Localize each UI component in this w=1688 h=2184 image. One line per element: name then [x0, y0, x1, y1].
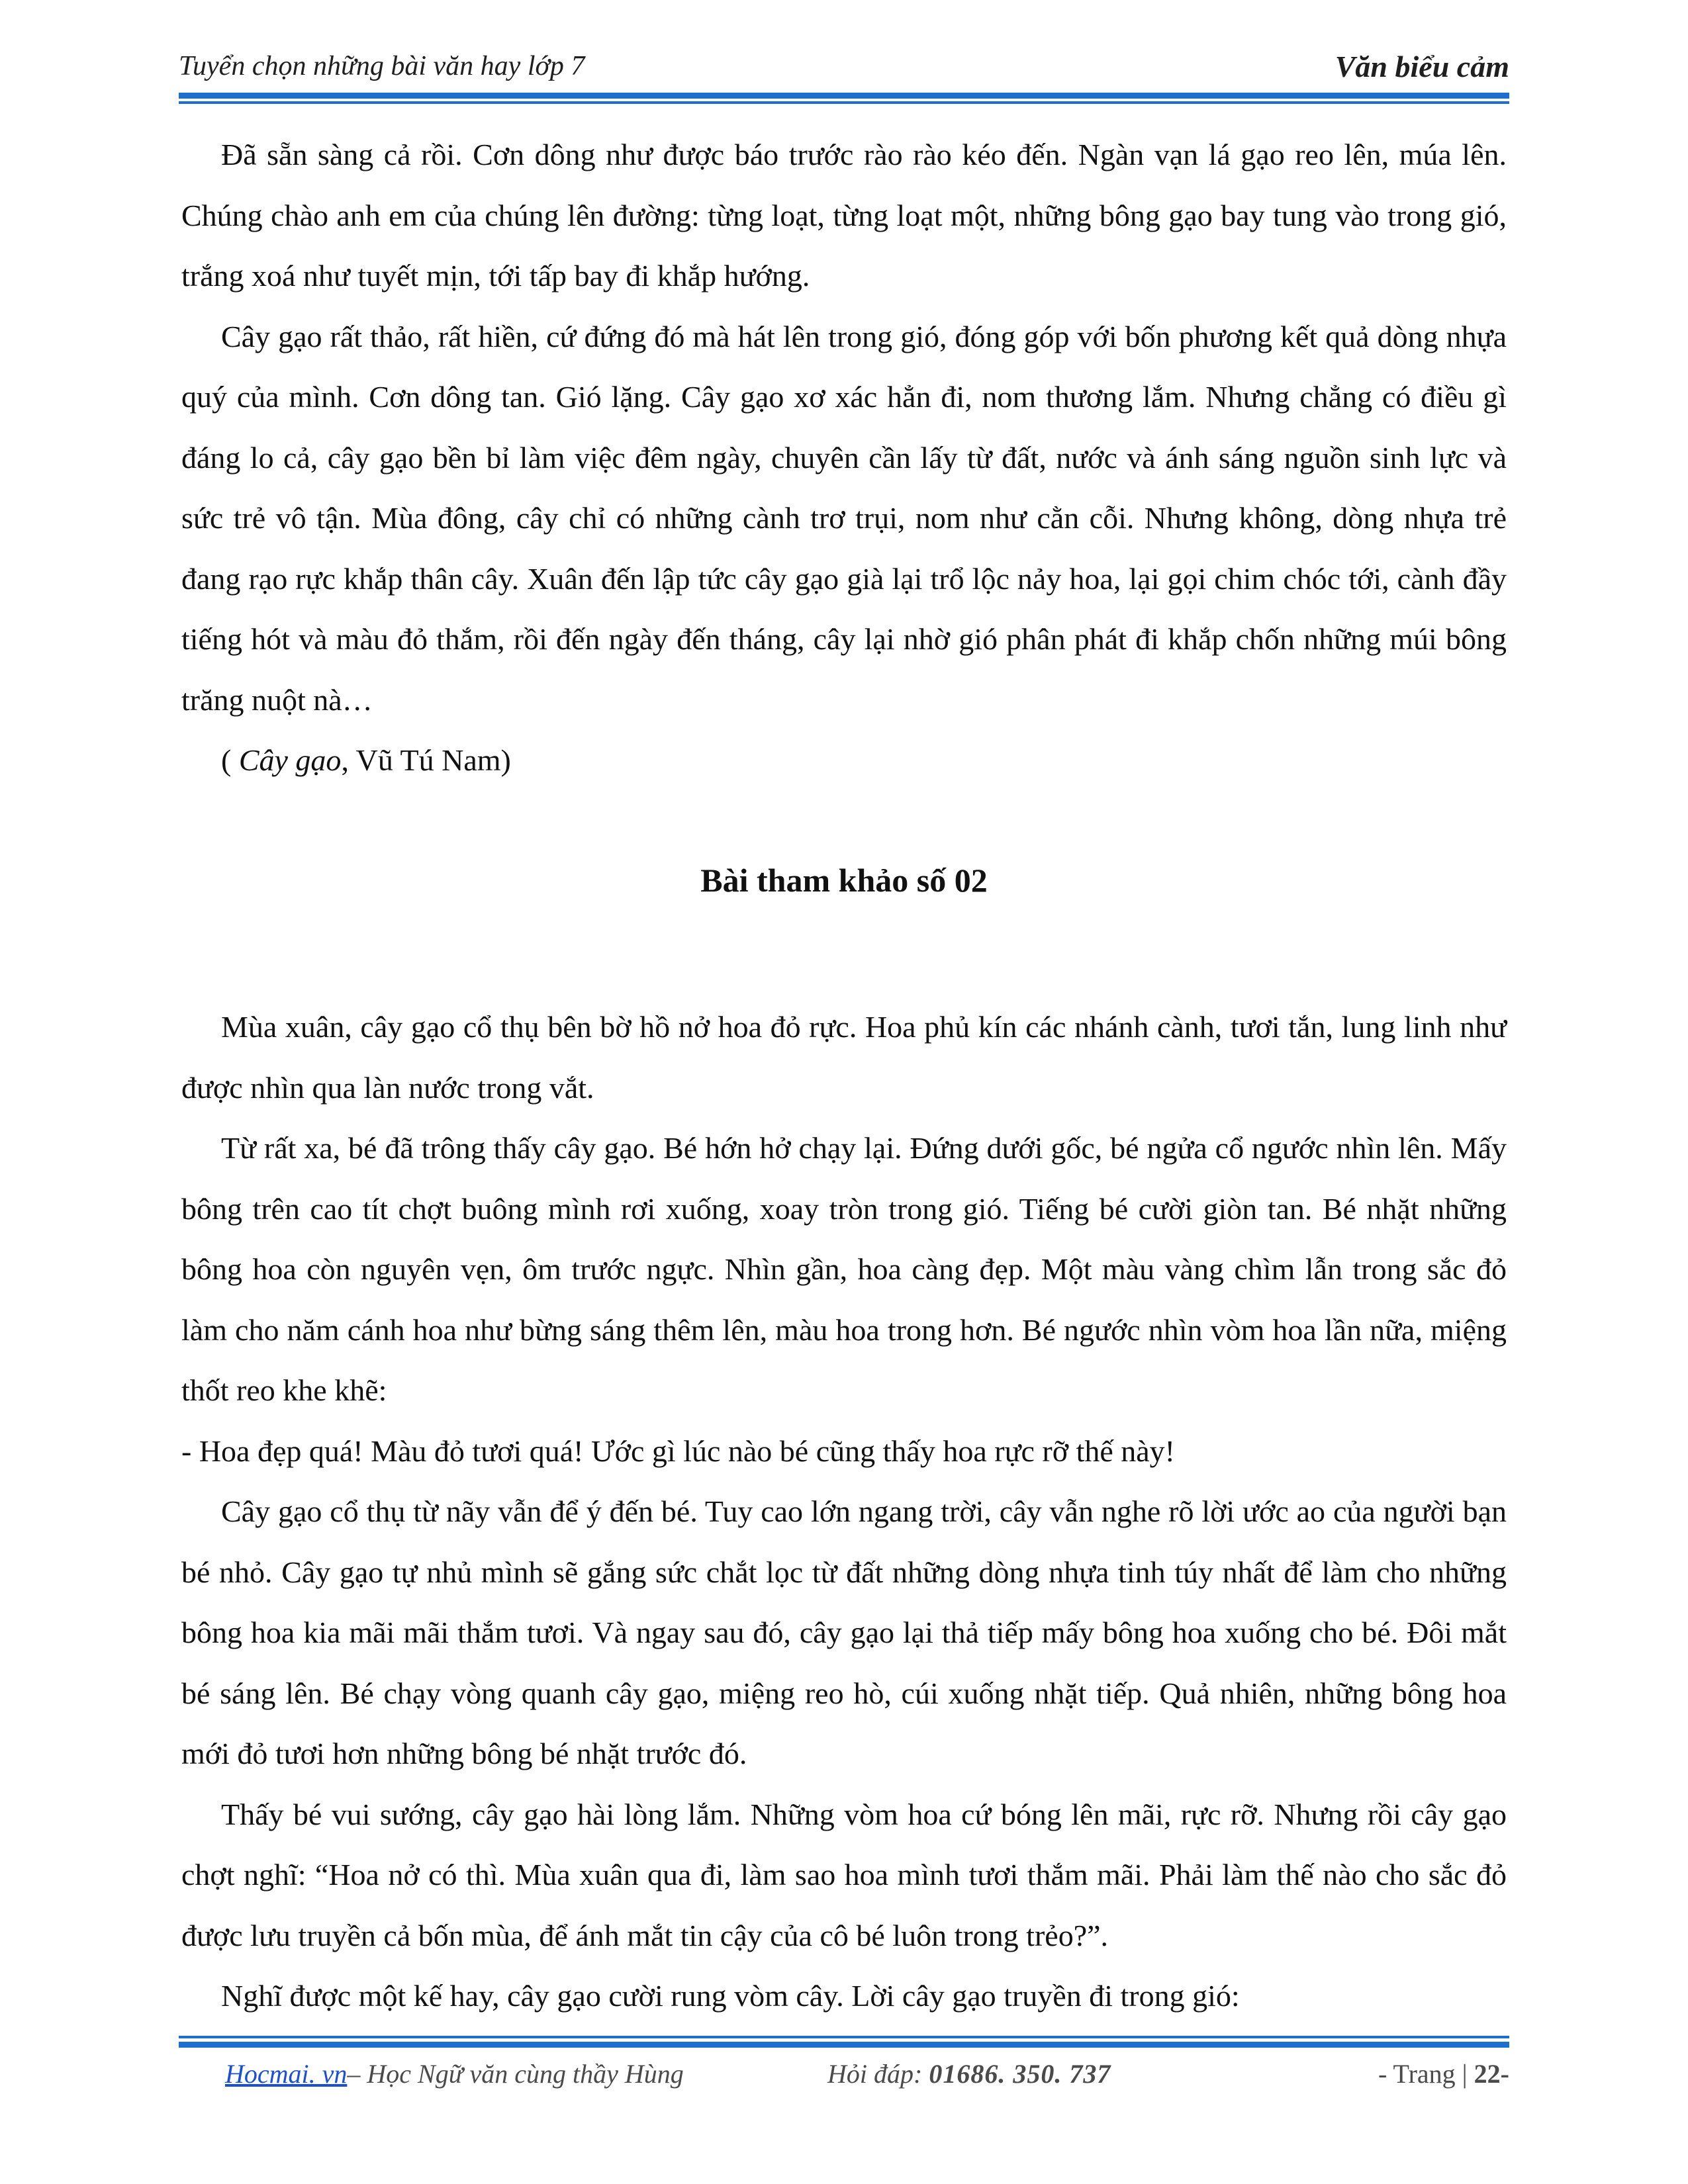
paragraph: Thấy bé vui sướng, cây gạo hài lòng lắm. Những vòm hoa cứ bóng lên mãi, rực rỡ. Nhưng rồi cây gạo chợt nghĩ: “Hoa nở có thì. Mùa xuân qua đi, làm sao hoa mình tươi thắm mãi. Phải làm thế nào cho sắc đỏ được lưu truyền cả bốn mùa, để ánh mắt tin cậy của cô bé luôn trong trẻo?”. [181, 1797, 1507, 1952]
header-rule-thin [179, 101, 1509, 104]
dialogue-line: - Hoa đẹp quá! Màu đỏ tươi quá! Ước gì lúc nào bé cũng thấy hoa rực rỡ thế này! [181, 1433, 1175, 1468]
header-rule-thick [179, 93, 1509, 99]
paragraph: Cây gạo rất thảo, rất hiền, cứ đứng đó mà hát lên trong gió, đóng góp với bốn phương kết quả dòng nhựa quý của mình. Cơn dông tan. Gió lặng. Cây gạo xơ xác hẳn đi, nom thương lắm. Nhưng chẳng có điều gì đáng lo cả, cây gạo bền bỉ làm việc đêm ngày, chuyên cần lấy từ đất, nước và ánh sáng nguồn sinh lực và sức trẻ vô tận. Mùa đông, cây chỉ có những cành trơ trụi, nom như cằn cỗi. Nhưng không, dòng nhựa trẻ đang rạo rực khắp thân cây. Xuân đến lập tức cây gạo già lại trổ lộc nảy hoa, lại gọi chim chóc tới, cành đầy tiếng hót và màu đỏ thắm, rồi đến ngày đến tháng, cây lại nhờ gió phân phát đi khắp chốn những múi bông trăng nuột nà… [181, 319, 1507, 717]
paragraph: Cây gạo cổ thụ từ nãy vẫn để ý đến bé. Tuy cao lớn ngang trời, cây vẫn nghe rõ lời ước ao của người bạn bé nhỏ. Cây gạo tự nhủ mình sẽ gắng sức chắt lọc từ đất những dòng nhựa tinh túy nhất để làm cho những bông hoa kia mãi mãi thắm tươi. Và ngay sau đó, cây gạo lại thả tiếp mấy bông hoa xuống cho bé. Đôi mắt bé sáng lên. Bé chạy vòng quanh cây gạo, miệng reo hò, cúi xuống nhặt tiếp. Quả nhiên, những bông hoa mới đỏ tươi hơn những bông bé nhặt trước đó. [181, 1494, 1507, 1770]
page-header [179, 50, 1509, 90]
header-book-title: Tuyển chọn những bài văn hay lớp 7 [179, 51, 585, 81]
page-number: - Trang | 22- [1378, 2059, 1509, 2089]
paragraph: Từ rất xa, bé đã trông thấy cây gạo. Bé hớn hở chạy lại. Đứng dưới gốc, bé ngửa cổ ngước nhìn lên. Mấy bông trên cao tít chợt buông mình rơi xuống, xoay tròn trong gió. Tiếng bé cười giòn tan. Bé nhặt những bông hoa còn nguyên vẹn, ôm trước ngực. Nhìn gần, hoa càng đẹp. Một màu vàng chìm lẫn trong sắc đỏ làm cho năm cánh hoa như bừng sáng thêm lên, màu hoa trong hơn. Bé ngước nhìn vòm hoa lần nữa, miệng thốt reo khe khẽ: [181, 1131, 1507, 1407]
footer-rule-thin [179, 2036, 1509, 2038]
section-heading: Bài tham khảo số 02 [700, 861, 988, 899]
page-footer [179, 2058, 1509, 2098]
paragraph: Nghĩ được một kế hay, cây gạo cười rung vòm cây. Lời cây gạo truyền đi trong gió: [221, 1979, 1240, 2013]
paragraph: Mùa xuân, cây gạo cổ thụ bên bờ hồ nở hoa đỏ rực. Hoa phủ kín các nhánh cành, tươi tắn, lung linh như được nhìn qua làn nước trong vắt. [181, 1010, 1507, 1105]
paragraph: Đã sẵn sàng cả rồi. Cơn dông như được báo trước rào rào kéo đến. Ngàn vạn lá gạo reo lên, múa lên. Chúng chào anh em của chúng lên đường: từng loạt, từng loạt một, những bông gạo bay tung vào trong gió, trắng xoá như tuyết mịn, tới tấp bay đi khắp hướng. [181, 138, 1507, 293]
header-section-title: Văn biểu cảm [1335, 50, 1509, 83]
footer-rule-thick [179, 2042, 1509, 2048]
footer-site: Hocmai. vn– Học Ngữ văn cùng thầy Hùng [225, 2059, 684, 2089]
citation: ( Cây gạo, Vũ Tú Nam) [221, 743, 511, 777]
page-body [181, 124, 1507, 2026]
citation-title: Cây gạo [238, 743, 342, 777]
site-link[interactable]: Hocmai. vn [225, 2059, 348, 2089]
footer-contact: Hỏi đáp: 01686. 350. 737 [827, 2059, 1111, 2089]
footer-phone: 01686. 350. 737 [929, 2059, 1111, 2089]
